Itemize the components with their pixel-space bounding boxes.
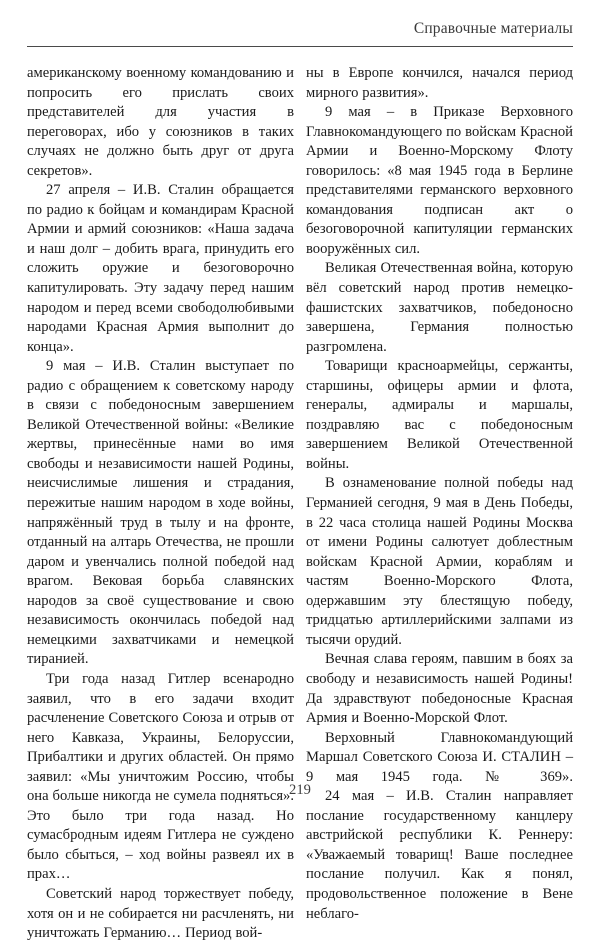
paragraph: ны в Европе кончился, начался период мирного развития». [306,65,573,101]
paragraph: 9 мая – в Приказе Верховного Главнокомандующего по войскам Красной Армии и Военно-Морскому Флоту говорилось: «8 мая 1945 года в Берлине представителями германского верховного командования подписан акт о безоговорочной капитуляции германских вооружённых сил. [306,104,573,257]
paragraph: Товарищи красноармейцы, сержанты, старшины, офицеры армии и флота, генералы, адмиралы и маршалы, поздравляю вас с победоносным завершением Великой Отечественной войны. [306,358,573,472]
paragraph: Советский народ торжествует победу, хотя он и не собирается ни расчленять, ни уничтожать Германию… Период вой- [27,885,294,942]
paragraph: Верховный Главнокомандующий Маршал Советского Союза И. СТАЛИН – 9 мая 1945 года. № 369». [306,729,573,785]
paragraph: американскому военному командованию и попросить его прислать своих представителей для участия в переговорах, ибо у союзников в таких случаях не должно быть друг от друга секретов». [27,65,294,179]
paragraph: 24 мая – И.В. Сталин направляет послание государственному канцлеру австрийской республики К. Реннеру: «Уважаемый товарищ! Ваше последнее послание получил. Как я понял, продовольственное положение в Вене неблаго- [306,788,573,922]
column-right [306,64,573,922]
column-left [27,64,294,942]
paragraph: Вечная слава героям, павшим в боях за свободу и независимость нашей Родины! Да здравствуют победоносные Красная Армия и Военно-Морской Флот. [306,651,573,727]
paragraph: 9 мая – И.В. Сталин выступает по радио с обращением к советскому народу в связи с победоносным завершением Великой Отечественной войны: «Великие жертвы, принесённые нами во имя свободы и независимости нашей Родины, неисчислимые лишения и страдания, пережитые нашим народом в ходе войны, напряжённый труд в тылу и на фронте, отданный на алтарь Отечества, не прошли даром и увенчались полной победой над врагом. Вековая борьба славянских народов за своё существование и свою независимость окончилась победой над немецкими захватчиками и немецкой тиранией. [27,358,294,668]
paragraph: Великая Отечественная война, которую вёл советский народ против немецко-фашистских захватчиков, победоносно завершена, Германия полностью разгромлена. [306,260,573,355]
running-head-title: Справочные материалы [413,20,573,37]
paragraph: В ознаменование полной победы над Германией сегодня, 9 мая в День Победы, в 22 часа столица нашей Родины Москва от имени Родины салютует доблестным войскам Красной Армии, кораблям и частям Военно-Морского Флота, одержавшим эту блестящую победу, тридцатью артиллерийскими залпами из тысячи орудий. [306,475,573,648]
header-rule-divider [27,46,573,48]
paragraph: Три года назад Гитлер всенародно заявил, что в его задачи входит расчленение Советского Союза и отрыв от него Кавказа, Украины, Белоруссии, Прибалтики и других областей. Он прямо заявил: «Мы уничтожим Россию, чтобы она больше никогда не сумела подняться». Это было три года назад. Но сумасбродным идеям Гитлера не суждено было сбыться, – ход войны развеял их в прах… [27,670,294,883]
page-number: 219 [289,782,311,798]
paragraph: 27 апреля – И.В. Сталин обращается по радио к бойцам и командирам Красной Армии и армий союзников: «Наша задача и наш долг – добить врага, принудить его сложить оружие и безоговорочно капитулировать. Эту задачу перед нашим народом и перед всеми свободолюбивыми народами Красная Армия выполнит до конца». [27,182,294,355]
